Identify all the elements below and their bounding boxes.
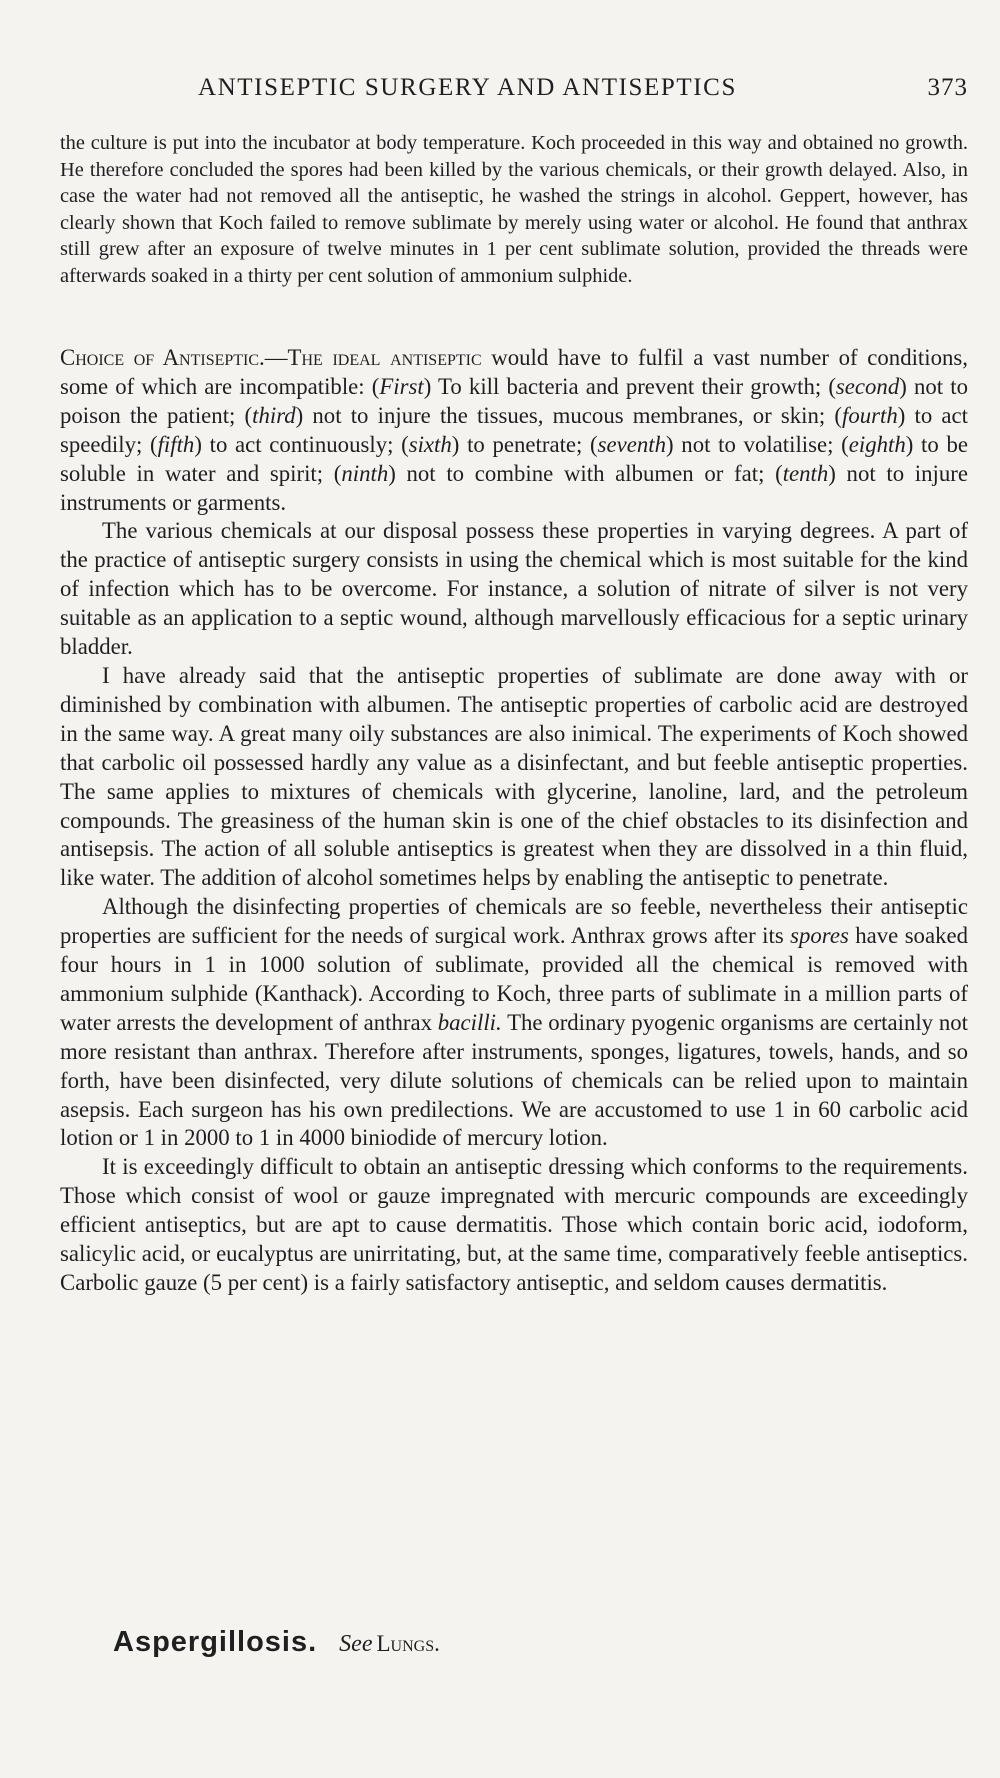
paragraph-continued: the culture is put into the incubator at body temperature. Koch proceeded in this way and obtained no growth. He therefore concluded the spores had been killed by the various chemicals, or their growth delayed. Also, in case the water had not removed all the antiseptic, he washed the strings in alcohol. Geppert, however, has clearly shown that Koch failed to remove sublimate by merely using water or alcohol. He found that anthrax still grew after an exposure of twelve minutes in 1 per cent sublimate solution, provided the threads were afterwards soaked in a thirty per cent solution of ammonium sulphide. (60, 132, 968, 287)
condition-text: ) To kill bacteria and prevent their growth; ( (423, 373, 836, 399)
condition-ordinal: seventh (597, 431, 667, 457)
condition-text: ) not to volatilise; ( (666, 431, 849, 457)
condition-text: ) to act speedily; ( (60, 402, 968, 457)
paragraph-sublimate: I have already said that the antiseptic properties of sublimate are done away with or diminished by combination with albumen. The antiseptic properties of carbolic acid are destroyed in the same way. A great many oily substances are also inimical. The experiments of Koch showed that carbolic oil possessed hardly any value as a disinfectant, and but feeble antiseptic properties. The same applies to mixtures of chemicals with glycerine, lanoline, lard, and the petroleum compounds. The greasiness of the human skin is one of the chief obstacles to its disinfection and antisepsis. The action of all soluble antiseptics is greatest when they are dissolved in a thin fluid, like water. The addition of alcohol sometimes helps by enabling the antiseptic to penetrate. (60, 662, 968, 891)
italic-term: spores (790, 923, 849, 949)
condition-ordinal: second (835, 373, 900, 399)
condition-text: ) to penetrate; ( (451, 431, 598, 457)
italic-term: bacilli. (437, 1009, 502, 1035)
heading-dash: — (264, 345, 288, 370)
condition-ordinal: fourth (842, 402, 898, 428)
condition-text: ) to act continuously; ( (194, 431, 409, 457)
running-header (60, 74, 968, 114)
entry-headword: Aspergillosis. (113, 1626, 318, 1658)
section-heading: Choice of Antiseptic. (60, 345, 265, 370)
lead-smallcaps: The ideal antiseptic (287, 345, 482, 370)
condition-text: ) not to injure the tissues, mucous membranes, or skin; ( (295, 402, 842, 428)
condition-text: ) not to injure instruments or garments. (60, 460, 968, 515)
condition-ordinal: First (379, 373, 424, 399)
lead-text: would have to fulfil a vast number of conditions, some of which are incompatible: ( (60, 345, 968, 399)
condition-ordinal: fifth (157, 431, 195, 457)
entry-see: See (339, 1631, 373, 1657)
paragraph-disinfecting (60, 893, 968, 1153)
page-number: 373 (927, 74, 968, 101)
text-run: Although the disinfecting properties of chemicals are so feeble, nevertheless their antiseptic properties are sufficient for the needs of surgical work. Anthrax grows after its (60, 894, 968, 949)
condition-ordinal: eighth (848, 431, 906, 457)
entry-cross-reference: Lungs. (376, 1631, 440, 1656)
main-text (60, 344, 968, 1298)
section-choice-of-antiseptic (60, 344, 968, 517)
text-run: have soaked four hours in 1 in 1000 solution of sublimate, provided all the chemical is removed with ammonium sulphide (Kanthack). According to Koch, three parts of sublimate in a million parts of water arrests the development of anthrax (60, 923, 968, 1035)
dictionary-entry (113, 1626, 440, 1659)
condition-ordinal: tenth (782, 460, 829, 486)
condition-text: ) to be soluble in water and spirit; ( (60, 431, 968, 486)
running-title: ANTISEPTIC SURGERY AND ANTISEPTICS (198, 74, 737, 101)
paragraph-chemicals: The various chemicals at our disposal possess these properties in varying degrees. A part of the practice of antiseptic surgery consists in using the chemical which is most suitable for the kind of infection which has to be overcome. For instance, a solution of nitrate of silver is not very suitable as an application to a septic wound, although marvellously efficacious for a septic urinary bladder. (60, 518, 968, 660)
text-run: The ordinary pyogenic organisms are certainly not more resistant than anthrax. Therefore after instruments, sponges, ligatures, towels, hands, and so forth, have been disinfected, very dilute solutions of chemicals can be relied upon to maintain asepsis. Each surgeon has his own predilections. We are accustomed to use 1 in 60 carbolic acid lotion or 1 in 2000 to 1 in 4000 biniodide of mercury lotion. (60, 1009, 968, 1151)
condition-ordinal: third (252, 402, 296, 428)
condition-text: ) not to poison the patient; ( (60, 373, 968, 428)
paragraph-dressings: It is exceedingly difficult to obtain an antiseptic dressing which conforms to the requirements. Those which consist of wool or gauze impregnated with mercuric compounds are exceedingly efficient antiseptics, but are apt to cause dermatitis. Those which contain boric acid, iodoform, salicylic acid, or eucalyptus are unirritating, but, at the same time, comparatively feeble antiseptics. Carbolic gauze (5 per cent) is a fairly satisfactory antiseptic, and seldom causes dermatitis. (60, 1154, 968, 1295)
condition-text: ) not to combine with albumen or fat; ( (388, 460, 783, 486)
condition-ordinal: ninth (341, 460, 389, 486)
condition-ordinal: sixth (408, 431, 452, 457)
